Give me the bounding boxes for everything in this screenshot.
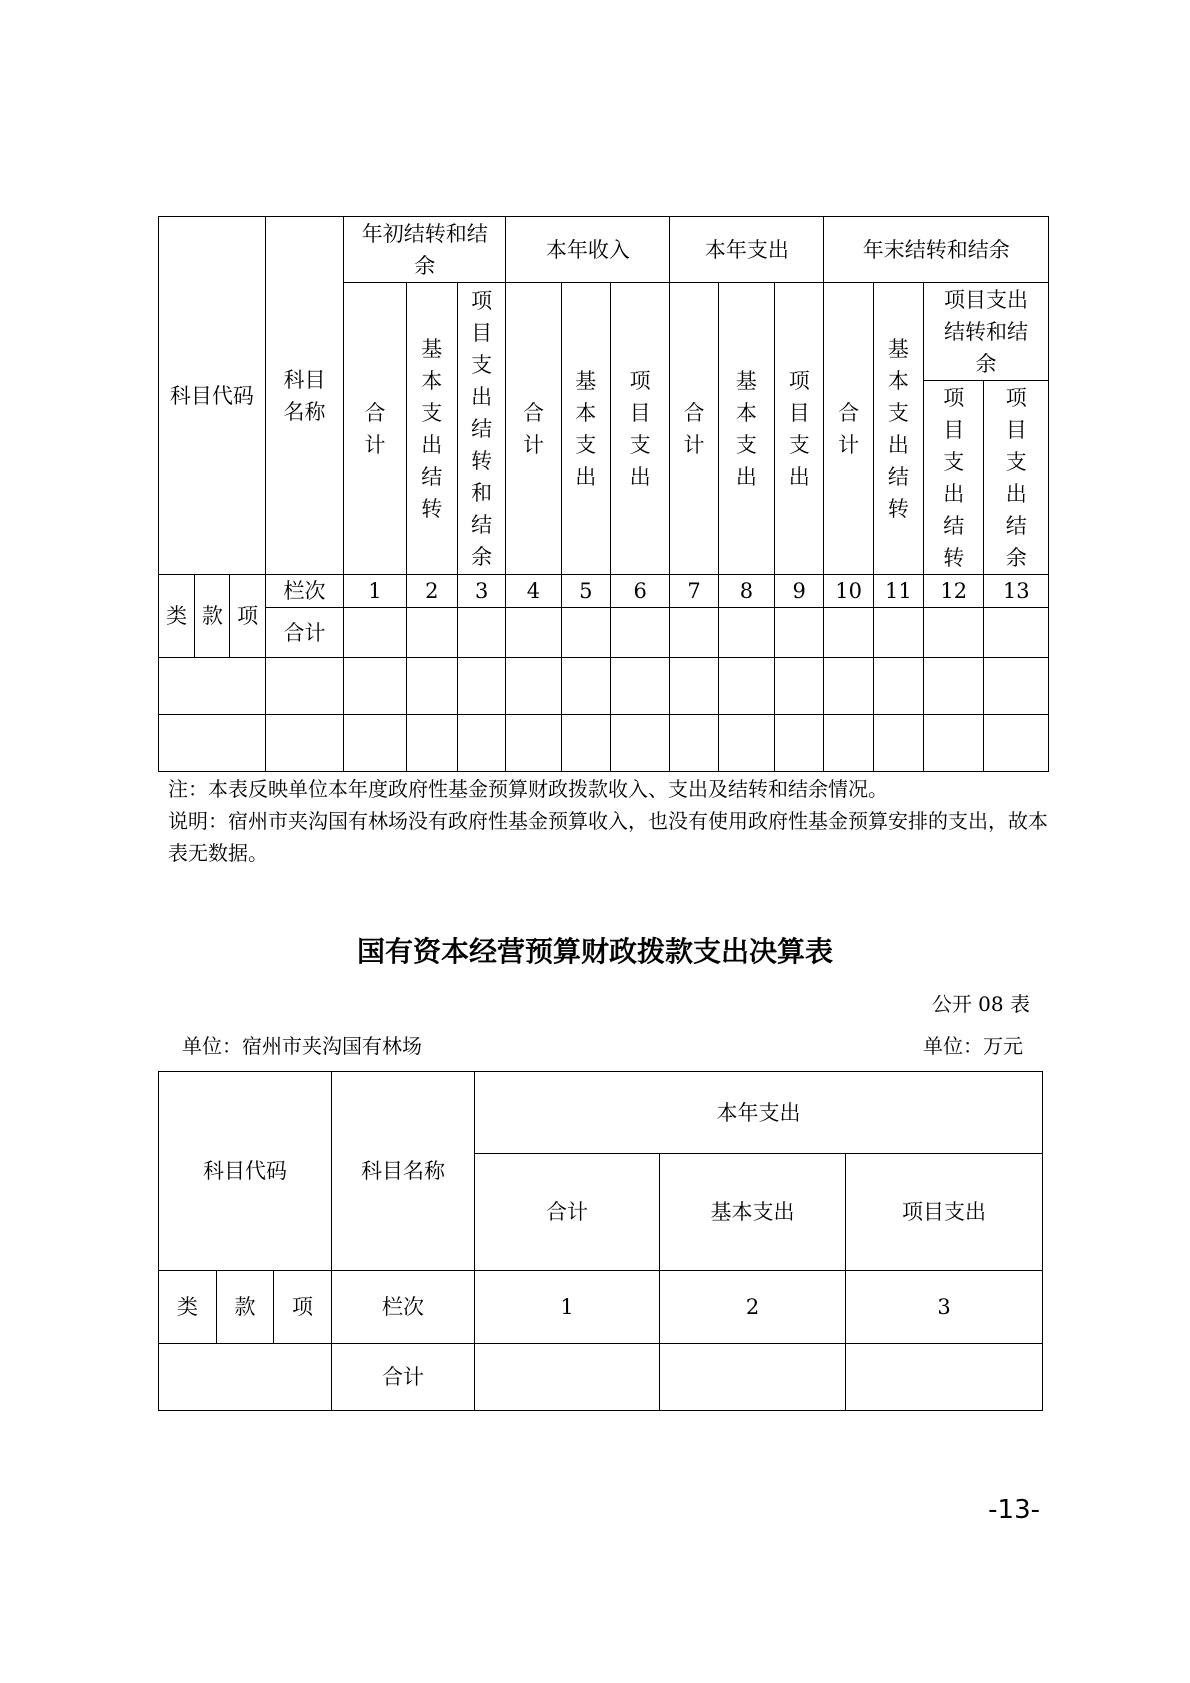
empty-cell: [457, 658, 505, 715]
empty-cell: [506, 715, 561, 772]
empty-cell: [718, 658, 774, 715]
empty-cell: [457, 715, 505, 772]
col-number: 11: [873, 575, 923, 608]
col-number: 12: [924, 575, 984, 608]
empty-cell: [159, 658, 266, 715]
col-number: 6: [610, 575, 669, 608]
col-total-header: 合 计: [344, 283, 406, 575]
income-total-header: 合 计: [506, 283, 561, 575]
empty-cell: [406, 658, 457, 715]
table-note: 注：本表反映单位本年度政府性基金预算财政拨款收入、支出及结转和结余情况。: [168, 777, 888, 801]
col-number: 5: [561, 575, 610, 608]
empty-cell: [984, 658, 1049, 715]
end-project-surplus-header: 项 目 支 出 结 余: [984, 381, 1049, 575]
group-income-header: 本年收入: [506, 217, 670, 283]
subject-name-line2: 名称: [283, 399, 326, 424]
empty-cell: [406, 715, 457, 772]
empty-cell: [873, 608, 923, 658]
col-project-header: 项目支出: [846, 1154, 1043, 1271]
col-number: 10: [824, 575, 873, 608]
empty-cell: [406, 608, 457, 658]
empty-cell: [265, 658, 344, 715]
empty-cell: [670, 608, 718, 658]
row-kuan-label: 款: [195, 575, 230, 658]
col-total-header: 合计: [475, 1154, 660, 1271]
row-type-label: 类: [159, 575, 195, 658]
end-project-group-header: 项目支出结转和结余: [924, 283, 1049, 381]
subject-name-header: [265, 217, 344, 575]
empty-cell: [824, 608, 873, 658]
expense-total-header: 合 计: [670, 283, 718, 575]
table-number: 公开 08 表: [931, 992, 1030, 1016]
empty-cell: [457, 608, 505, 658]
page-number: -13-: [988, 1495, 1040, 1525]
empty-cell: [670, 658, 718, 715]
row-col-no-label: 栏次: [265, 575, 344, 608]
table-row: [159, 658, 1049, 715]
empty-cell: [924, 608, 984, 658]
empty-cell: [159, 715, 266, 772]
end-basic-carry-header: 基 本 支 出 结 转: [873, 283, 923, 575]
table-row: [159, 715, 1049, 772]
empty-cell: [159, 1344, 332, 1411]
empty-cell: [344, 658, 406, 715]
subject-code-header: 科目代码: [159, 217, 266, 575]
income-project-header: 项 目 支 出: [610, 283, 669, 575]
empty-cell: [506, 658, 561, 715]
col-number: 8: [718, 575, 774, 608]
col-number: 3: [457, 575, 505, 608]
expense-basic-header: 基 本 支 出: [718, 283, 774, 575]
empty-cell: [344, 715, 406, 772]
row-col-no-label: 栏次: [332, 1271, 475, 1344]
col-number: 1: [475, 1271, 660, 1344]
row-total-label: 合计: [332, 1344, 475, 1411]
col-number: 3: [846, 1271, 1043, 1344]
empty-cell: [660, 1344, 846, 1411]
unit-currency: 单位：万元: [923, 1034, 1023, 1058]
col-basic-carry-header: 基 本 支 出 结 转: [406, 283, 457, 575]
group-expense-header: 本年支出: [475, 1072, 1043, 1154]
empty-cell: [718, 608, 774, 658]
subject-name-line1: 科目: [283, 367, 326, 392]
empty-cell: [984, 715, 1049, 772]
empty-cell: [924, 658, 984, 715]
empty-cell: [775, 608, 824, 658]
col-number: 4: [506, 575, 561, 608]
subject-code-header: 科目代码: [159, 1072, 332, 1271]
empty-cell: [265, 715, 344, 772]
col-basic-header: 基本支出: [660, 1154, 846, 1271]
empty-cell: [506, 608, 561, 658]
col-number: 9: [775, 575, 824, 608]
table-explanation: 说明：宿州市夹沟国有林场没有政府性基金预算收入，也没有使用政府性基金预算安排的支出，故本表无数据。: [168, 809, 1048, 865]
row-xiang-label: 项: [230, 575, 265, 658]
fund-budget-table: [158, 216, 1049, 772]
empty-cell: [561, 715, 610, 772]
empty-cell: [924, 715, 984, 772]
empty-cell: [670, 715, 718, 772]
empty-cell: [824, 715, 873, 772]
empty-cell: [846, 1344, 1043, 1411]
empty-cell: [561, 608, 610, 658]
empty-cell: [561, 658, 610, 715]
empty-cell: [984, 608, 1049, 658]
unit-organization: 单位：宿州市夹沟国有林场: [182, 1034, 422, 1058]
col-number: 7: [670, 575, 718, 608]
page-title: 国有资本经营预算财政拨款支出决算表: [356, 935, 833, 968]
empty-cell: [718, 715, 774, 772]
empty-cell: [824, 658, 873, 715]
end-project-carry-header: 项 目 支 出 结 转: [924, 381, 984, 575]
col-project-carry-header: 项 目 支 出 结 转 和 结 余: [457, 283, 505, 575]
col-number: 2: [406, 575, 457, 608]
row-type-label: 类: [159, 1271, 217, 1344]
empty-cell: [610, 658, 669, 715]
state-capital-expense-table: [158, 1071, 1043, 1411]
empty-cell: [775, 715, 824, 772]
empty-cell: [475, 1344, 660, 1411]
group-end-header: 年末结转和结余: [824, 217, 1049, 283]
empty-cell: [873, 715, 923, 772]
row-total-label: 合计: [265, 608, 344, 658]
row-xiang-label: 项: [274, 1271, 332, 1344]
empty-cell: [775, 658, 824, 715]
empty-cell: [610, 608, 669, 658]
empty-cell: [873, 658, 923, 715]
row-kuan-label: 款: [217, 1271, 274, 1344]
col-number: 2: [660, 1271, 846, 1344]
group-start-header: 年初结转和结余: [344, 217, 506, 283]
income-basic-header: 基 本 支 出: [561, 283, 610, 575]
col-number: 1: [344, 575, 406, 608]
group-expense-header: 本年支出: [670, 217, 824, 283]
empty-cell: [344, 608, 406, 658]
end-total-header: 合 计: [824, 283, 873, 575]
subject-name-header: 科目名称: [332, 1072, 475, 1271]
empty-cell: [610, 715, 669, 772]
col-number: 13: [984, 575, 1049, 608]
expense-project-header: 项 目 支 出: [775, 283, 824, 575]
